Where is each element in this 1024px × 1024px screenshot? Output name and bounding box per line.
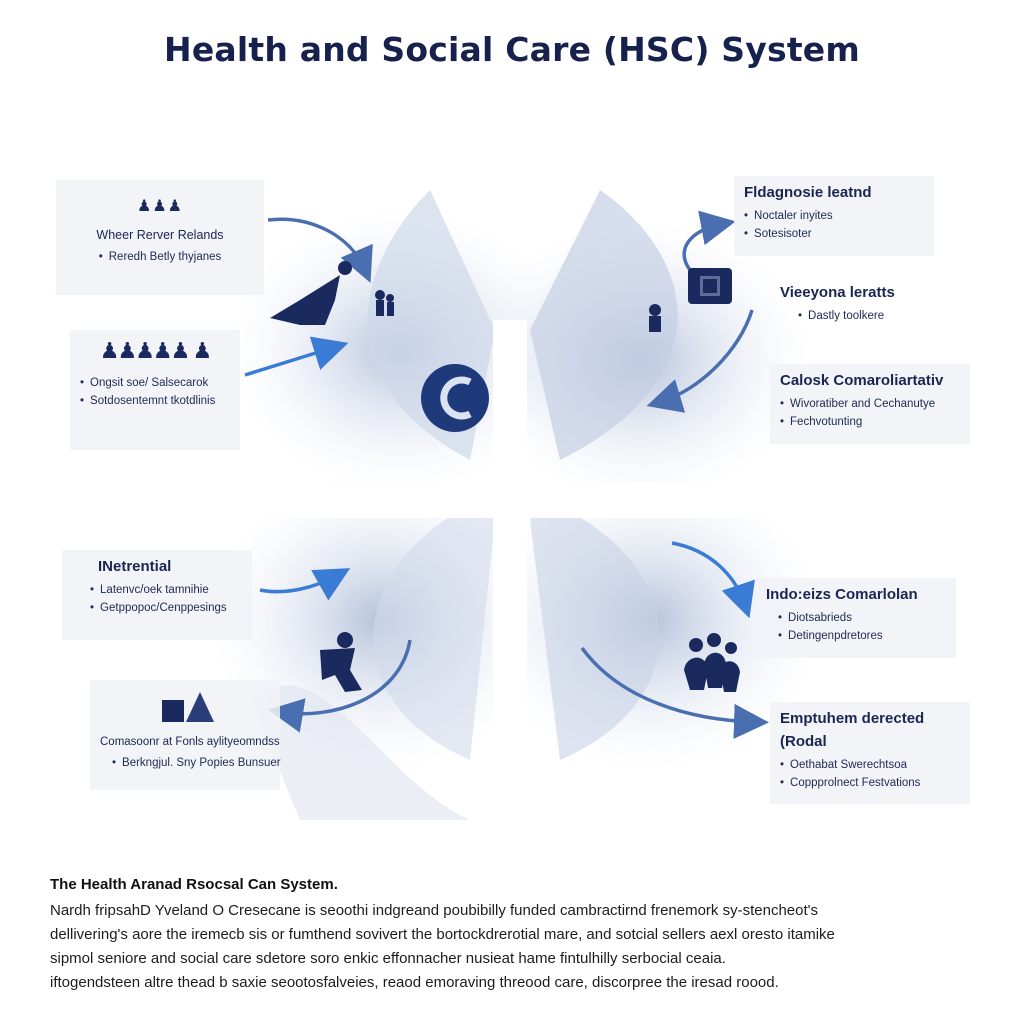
team-icon-shape	[676, 630, 746, 700]
list-item: • Detingenpdretores	[778, 627, 946, 645]
panel-top-left-2	[70, 330, 240, 450]
team-icon	[676, 630, 746, 700]
list-item: • Sotdosentemnt tkotdlinis	[80, 392, 230, 410]
people-group-icon: ♟♟♟	[136, 198, 184, 215]
panel-top-right-2	[770, 276, 950, 336]
crowd-icon: ♟♟♟♟♟ ♟	[99, 338, 211, 363]
bullet-list	[780, 395, 960, 431]
building-icon	[162, 692, 216, 722]
list-item: • Ongsit soe/ Salsecarok	[80, 374, 230, 392]
panel-heading: Vieeyona leratts	[780, 284, 895, 301]
panel-top-left-1	[56, 180, 264, 295]
description-title: The Health Aranad Rsocsal Can System.	[50, 876, 338, 893]
description-line: Nardh fripsahD Yveland O Cresecane is seoothi indgreand poubibilly funded cambractirnd frenemork sy-stencheot's	[50, 902, 819, 919]
list-item: • Fechvotunting	[780, 413, 960, 431]
panel-bottom-left-1	[62, 550, 252, 640]
list-item: • Berkngjul. Sny Popies Bunsuer	[112, 754, 270, 772]
bullet-list	[780, 756, 960, 792]
panel-bottom-left-2	[90, 680, 280, 790]
panel-heading: Indo:eizs Comarlolan	[766, 586, 918, 603]
list-item: • Sotesisoter	[744, 225, 924, 243]
list-item: • Noctaler inyites	[744, 207, 924, 225]
panel-heading: INetrential	[98, 558, 172, 575]
description-line: sipmol seniore and social care sdetore soro enkic effonnacher nusieat hame fintulhilly serbocial ceaia.	[50, 950, 726, 967]
panel-heading: Emptuhem derected	[780, 710, 925, 727]
list-item: • Getppopoc/Cenppesings	[90, 599, 242, 617]
briefcase-icon	[688, 268, 732, 304]
description-line: iftogendsteen altre thead b saxie seootosfalveies, reaod emoraving threood care, discorpree the iresad roood.	[50, 974, 779, 991]
panel-top-right-1	[734, 176, 934, 256]
list-item: • Latenvc/oek tamnihie	[90, 581, 242, 599]
list-item: • Oethabat Swerechtsoa	[780, 756, 960, 774]
panel-subheading: (Rodal	[780, 733, 827, 750]
bullet-list	[778, 609, 946, 645]
description-block	[50, 876, 980, 995]
panel-bottom-right-1	[756, 578, 956, 658]
bullet-list	[66, 248, 254, 266]
bullet-list	[112, 754, 281, 772]
description-line: dellivering's aore the iremecb sis or fumthend sovivert the bortockdrerotial mare, and sotcial sellers aexl oresto itamike	[50, 926, 835, 943]
list-item: • Dastly toolkere	[798, 307, 940, 325]
bullet-list	[744, 207, 924, 243]
panel-top-right-3	[770, 364, 970, 444]
list-item: • Diotsabrieds	[778, 609, 946, 627]
bullet-list	[90, 581, 242, 617]
bullet-list	[780, 307, 940, 325]
panel-bottom-right-2	[770, 702, 970, 804]
bullet-list	[80, 374, 230, 410]
person-figure-icon	[649, 304, 661, 332]
list-item: • Reredh Betly thyjanes	[66, 248, 254, 266]
panel-heading: Comasoonr at Fonls aylityeomndss	[100, 736, 280, 748]
panel-heading: Fldagnosie leatnd	[744, 184, 872, 201]
panel-heading: Wheer Rerver Relands	[96, 228, 224, 242]
panel-heading: Calosk Comaroliartativ	[780, 372, 944, 389]
page-title: Health and Social Care (HSC) System	[164, 30, 860, 69]
list-item: • Coppprolnect Festvations	[780, 774, 960, 792]
list-item: • Wivoratiber and Cechanutye	[780, 395, 960, 413]
